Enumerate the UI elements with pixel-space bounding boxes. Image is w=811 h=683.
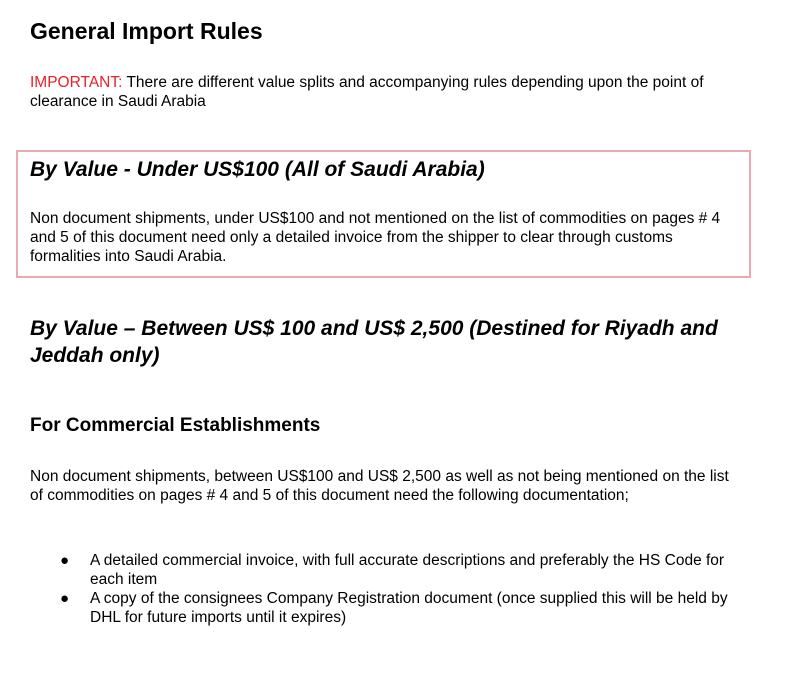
bullet-icon: ● xyxy=(60,552,70,569)
list-item-text: A copy of the consignees Company Registration document (once supplied this will be held by DHL for future imports until it expires) xyxy=(90,590,728,626)
important-text: There are different value splits and accompanying rules depending upon the point of clearance in Saudi Arabia xyxy=(30,74,704,110)
commercial-establishments-heading: For Commercial Establishments xyxy=(30,415,321,436)
commercial-paragraph: Non document shipments, between US$100 and US$ 2,500 as well as not being mentioned on the list of commodities on pages # 4 and 5 of this document need the following documentation; xyxy=(30,468,729,504)
list-item xyxy=(60,589,750,627)
important-label: IMPORTANT: xyxy=(30,74,123,91)
documentation-list xyxy=(60,551,750,627)
under-100-heading: By Value - Under US$100 (All of Saudi Arabia) xyxy=(30,158,485,181)
under-100-body: Non document shipments, under US$100 and not mentioned on the list of commodities on pages # 4 and 5 of this document need only a detailed invoice from the shipper to clear through customs formalities into Saudi Arabia. xyxy=(30,210,721,265)
under-100-box xyxy=(16,150,751,278)
list-item-text: A detailed commercial invoice, with full accurate descriptions and preferably the HS Code for each item xyxy=(90,552,725,588)
important-note xyxy=(30,73,770,111)
bullet-icon: ● xyxy=(60,590,70,607)
page-title: General Import Rules xyxy=(30,18,263,44)
between-100-2500-heading: By Value – Between US$ 100 and US$ 2,500 (Destined for Riyadh and Jeddah only) xyxy=(30,317,718,367)
list-item xyxy=(60,551,750,589)
